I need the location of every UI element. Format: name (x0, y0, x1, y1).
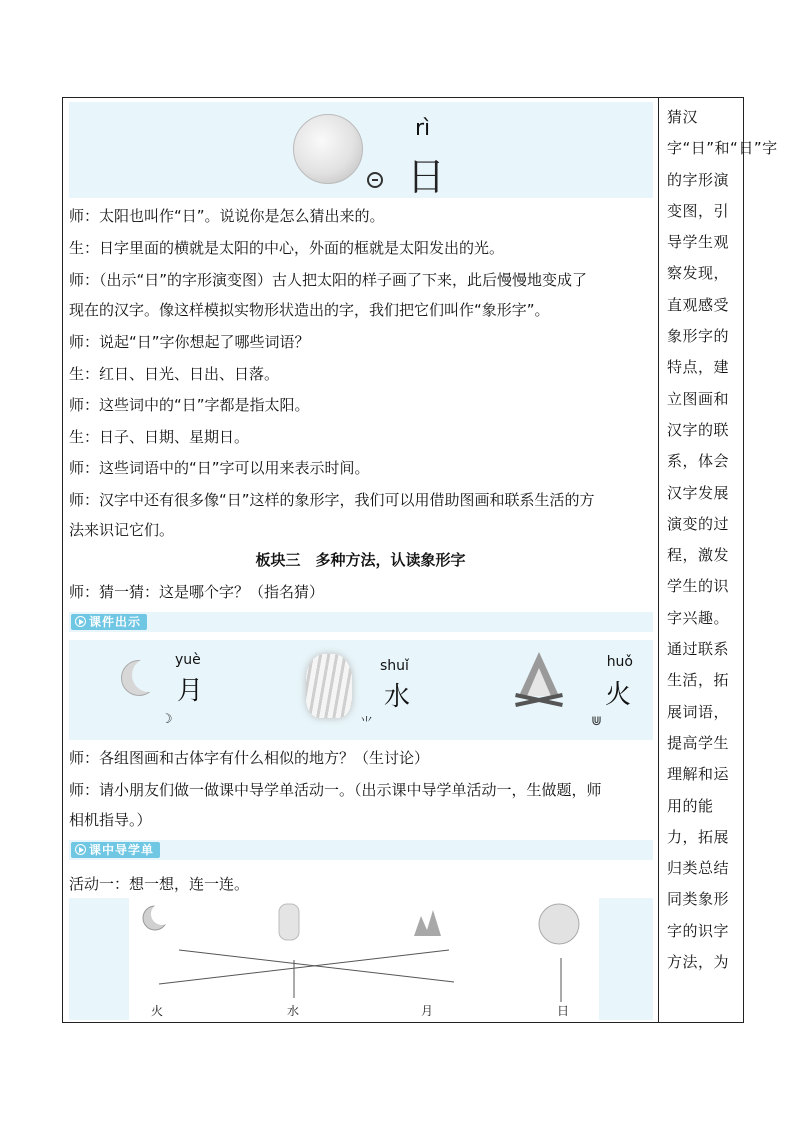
char-glyph: 水 (384, 682, 411, 712)
match-label: 月 (421, 1004, 434, 1018)
dialogue-line: 生：日子、日期、星期日。 (69, 428, 250, 446)
char-card-fire (499, 640, 649, 740)
ancient-glyph-icon: ⺌ (360, 716, 374, 731)
char-card-water (294, 640, 444, 740)
main-column (63, 98, 658, 1022)
play-icon (75, 616, 86, 627)
dialogue-line: 现在的汉字。像这样模拟实物形状造出的字，我们把它们叫作“象形字”。 (69, 301, 550, 319)
dialogue-line: 师：这些词语中的“日”字可以用来表示时间。 (69, 459, 370, 477)
courseware-banner (69, 612, 653, 632)
courseware-label: 课件出示 (89, 615, 142, 629)
guide-label: 课中导学单 (89, 843, 155, 857)
dialogue-line: 师：说起“日”字你想起了哪些词语？ (69, 333, 310, 351)
moon-image (121, 660, 157, 696)
ancient-glyph-icon: ⋓ (591, 714, 602, 729)
lesson-table (62, 97, 778, 1023)
activity-title: 活动一：想一想，连一连。 (69, 875, 250, 893)
activity-panel (69, 898, 653, 1020)
dialogue-line: 师：这些词中的“日”字都是指太阳。 (69, 396, 310, 414)
section-heading: 板块三 多种方法，认读象形字 (255, 551, 466, 569)
side-commentary (659, 98, 778, 1022)
guide-tag (71, 842, 160, 858)
char-glyph: 火 (605, 680, 632, 710)
sun-image (293, 114, 363, 184)
side-note-text: 猜汉字“日”和“日”字的字形演变图，引导学生观察发现，直观感受象形字的特点，建立图画和汉字的联系，体会汉字发展演变的过程，激发学生的识字兴趣。通过联系生活，拓展词语，提高学生理解和运用的能力，拓展归类总结同类象形字的识字方法，为 (667, 108, 778, 972)
ri-illustration (69, 102, 653, 198)
dialogue-line: 生：红日、日光、日出、日落。 (69, 365, 280, 383)
play-icon (75, 844, 86, 855)
guide-banner (69, 840, 653, 860)
courseware-tag (71, 614, 147, 630)
char-pinyin: huǒ (606, 654, 633, 670)
matching-exercise (129, 898, 599, 1020)
ri-ancient-glyph-icon (367, 172, 383, 188)
ri-character: 日 (407, 155, 446, 199)
dialogue-line: 相机指导。） (69, 811, 152, 829)
char-pinyin: yuè (175, 652, 201, 668)
match-label: 日 (557, 1004, 570, 1018)
water-image (306, 654, 352, 718)
dialogue-line: 法来识记它们。 (69, 521, 175, 539)
char-card-moon (109, 640, 259, 740)
dialogue-line: 师：汉字中还有很多像“日”这样的象形字，我们可以用借助图画和联系生活的方 (69, 491, 595, 509)
match-label: 水 (287, 1004, 300, 1018)
fire-core (527, 668, 551, 696)
dialogue-line: 师：（出示“日”的字形演变图）古人把太阳的样子画了下来，此后慢慢地变成了 (69, 271, 588, 289)
dialogue-line: 师：太阳也叫作“日”。说说你是怎么猜出来的。 (69, 207, 385, 225)
dialogue-line: 师：猜一猜：这是哪个字？（指名猜） (69, 583, 325, 601)
dialogue-line: 师：各组图画和古体字有什么相似的地方？（生讨论） (69, 749, 430, 767)
pictograph-panel (69, 640, 653, 740)
match-label: 火 (151, 1004, 164, 1018)
ancient-glyph-icon: ☽ (161, 712, 173, 727)
char-pinyin: shuǐ (380, 658, 409, 674)
dialogue-line: 生：日字里面的横就是太阳的中心，外面的框就是太阳发出的光。 (69, 239, 505, 257)
dialogue-line: 师：请小朋友们做一做课中导学单活动一。（出示课中导学单活动一，生做题，师 (69, 781, 602, 799)
ri-pinyin: rì (415, 116, 431, 141)
matching-lines (129, 898, 599, 1020)
char-glyph: 月 (177, 676, 204, 706)
